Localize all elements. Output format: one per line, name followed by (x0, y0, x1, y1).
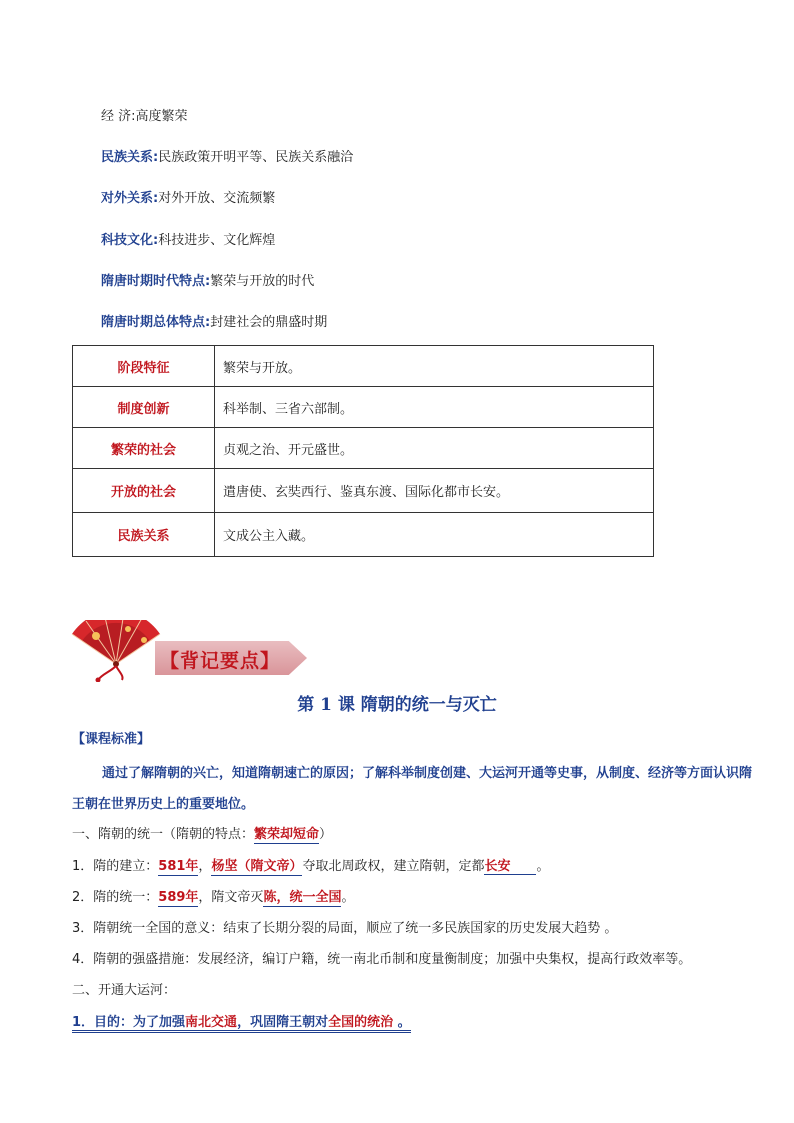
feature-economy: 经 济:高度繁荣 (101, 109, 188, 124)
section-unification: 一、隋朝的统一（隋朝的特点：繁荣却短命） (72, 827, 333, 842)
item-founding: 1．隋的建立：581年，杨坚（隋文帝）夺取北周政权，建立隋朝，定都长安 。 (72, 855, 549, 875)
highlight-text: 陈，统一全国 (263, 890, 342, 905)
highlight-text: 全国的统治 (328, 1015, 394, 1030)
feature-value: 高度繁荣 (135, 109, 188, 124)
highlight-text: 南北交通 (185, 1015, 238, 1030)
feature-foreign-relations: 对外关系:对外开放、交流频繁 (101, 191, 276, 206)
item-measures: 4．隋朝的强盛措施：发展经济，编订户籍，统一南北币制和度量衡制度；加强中央集权，提高行政效率等。 (72, 952, 692, 967)
highlight-text: 杨坚（隋文帝） (211, 859, 303, 874)
feature-label: 隋唐时期时代特点 (101, 274, 206, 289)
table-value-cell: 文成公主入藏。 (215, 513, 654, 557)
table-row (73, 428, 654, 469)
canal-purpose: 1．目的：为了加强南北交通，巩固隋王朝对全国的统治 。 (72, 1011, 411, 1030)
table-key-cell: 制度创新 (73, 387, 215, 428)
feature-science-culture: 科技文化:科技进步、文化辉煌 (101, 233, 276, 248)
table-key-cell: 阶段特征 (73, 346, 215, 387)
feature-value: 科技进步、文化辉煌 (158, 233, 276, 248)
feature-value: 对外开放、交流频繁 (158, 191, 276, 206)
feature-label: 对外关系 (101, 191, 154, 206)
item-significance: 3．隋朝统一全国的意义：结束了长期分裂的局面，顺应了统一多民族国家的历史发展大趋势 。 (72, 921, 618, 936)
lesson-title: 第 1 课 隋朝的统一与灭亡 (297, 695, 497, 715)
table-value-cell: 贞观之治、开元盛世。 (215, 428, 654, 469)
table-key-cell: 繁荣的社会 (73, 428, 215, 469)
table-key-cell: 民族关系 (73, 513, 215, 557)
item-unification: 2．隋的统一：589年，隋文帝灭陈，统一全国。 (72, 890, 355, 905)
feature-value: 繁荣与开放的时代 (210, 274, 315, 289)
feature-label: 隋唐时期总体特点 (101, 315, 206, 330)
table-value-cell: 科举制、三省六部制。 (215, 387, 654, 428)
feature-era-character: 隋唐时期时代特点:繁荣与开放的时代 (101, 274, 315, 289)
feature-label: 经 济 (101, 109, 132, 124)
feature-value: 封建社会的鼎盛时期 (210, 315, 328, 330)
standard-text: 通过了解隋朝的兴亡，知道隋朝速亡的原因；了解科举制度创建、大运河开通等史事，从制度、经济等方面认识隋王朝在世界历史上的重要地位。 (72, 766, 753, 812)
section-grand-canal: 二、开通大运河： (72, 983, 177, 998)
table-row (73, 387, 654, 428)
highlight-text: 589年 (158, 890, 199, 905)
highlight-text: 长安 (484, 859, 511, 874)
table-value-cell: 繁荣与开放。 (215, 346, 654, 387)
table-value-cell: 遣唐使、玄奘西行、鉴真东渡、国际化都市长安。 (215, 469, 654, 513)
summary-table (72, 345, 654, 557)
table-row (73, 513, 654, 557)
feature-ethnic-relations: 民族关系:民族政策开明平等、民族关系融洽 (101, 150, 354, 165)
table-row (73, 346, 654, 387)
feature-label: 科技文化 (101, 233, 154, 248)
highlight-text: 繁荣却短命 (254, 827, 320, 842)
table-key-cell: 开放的社会 (73, 469, 215, 513)
feature-label: 民族关系 (101, 150, 154, 165)
section-banner: 【背记要点】 (160, 650, 281, 672)
standard-label: 【课程标准】 (72, 732, 151, 747)
feature-overall-character: 隋唐时期总体特点:封建社会的鼎盛时期 (101, 315, 328, 330)
table-row (73, 469, 654, 513)
highlight-text: 581年 (158, 859, 199, 874)
feature-value: 民族政策开明平等、民族关系融洽 (158, 150, 354, 165)
